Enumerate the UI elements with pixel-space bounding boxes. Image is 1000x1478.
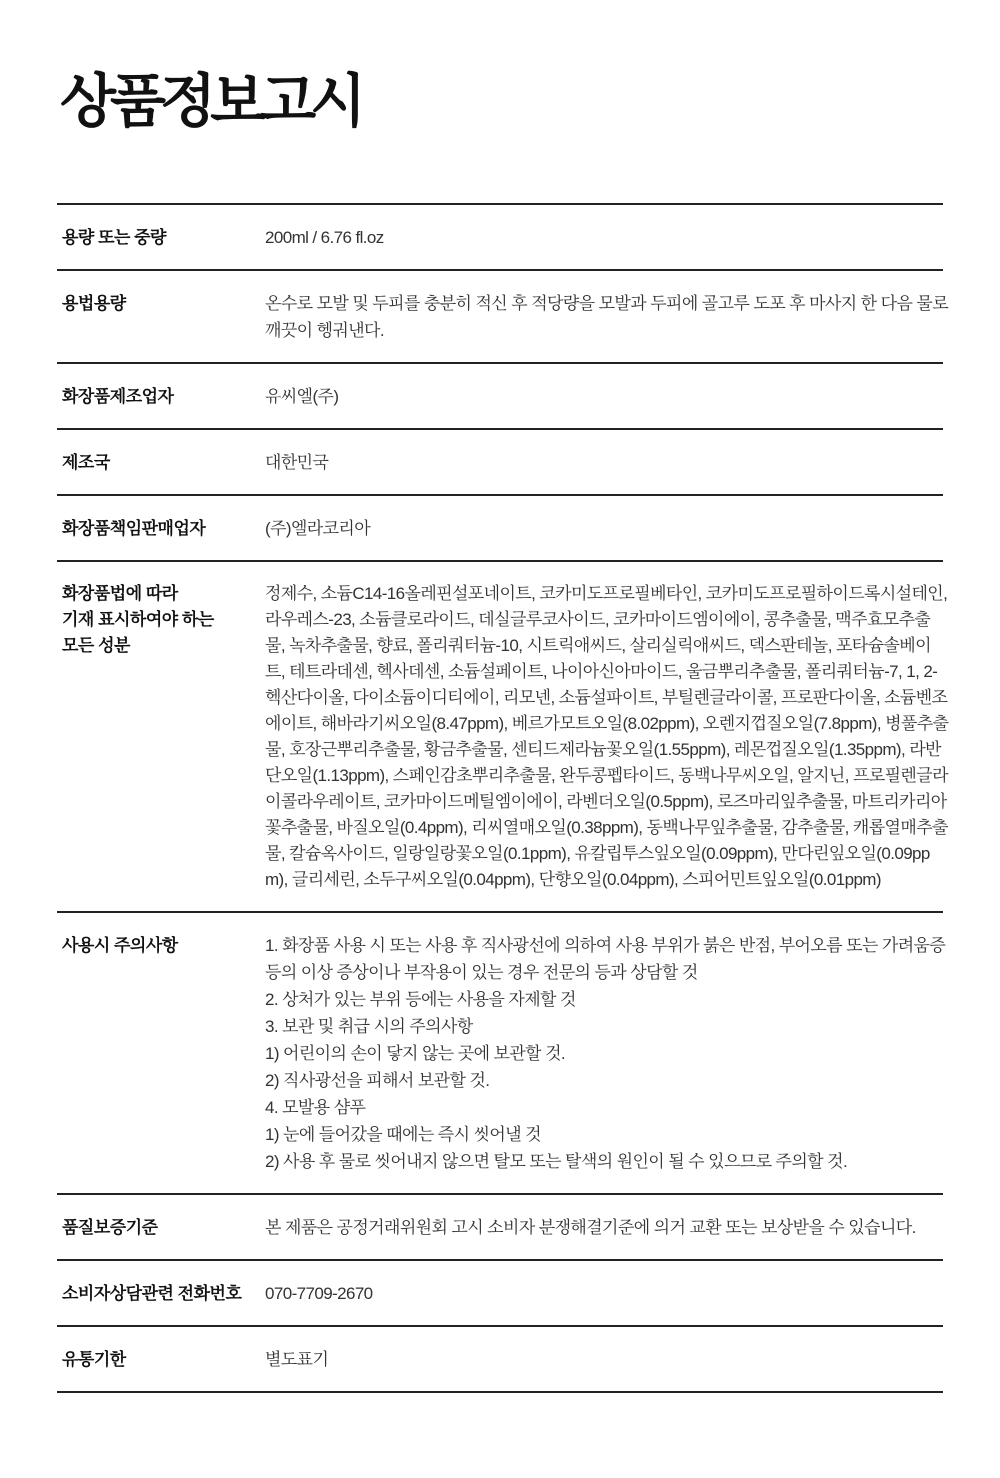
ingredients-value: 정제수, 소듐C14-16올레핀설포네이트, 코카미도프로필베타인, 코카미도프로필하이드록시설테인, 라우레스-23, 소듐클로라이드, 데실글루코사이드, 코카마이드엠이에이, 콩추출물, 맥주효모추출물, 녹차추출물, 향료, 폴리쿼터늄-10, 시트릭애씨드, 살리실릭애씨드, 덱스판테놀, 포타슘솔베이트, 테트라데센, 헥사데센, 소듐설페이트, 나이아신아마이드, 울금뿌리추출물, 폴리쿼터늄-7, 1, 2-헥산다이올, 다이소듐이디티에이, 리모넨, 소듐설파이트, 부틸렌글라이콜, 프로판다이올, 소듐벤조에이트, 해바라기씨오일(8.47ppm), 베르가모트오일(8.02ppm), 오렌지껍질오일(7.8ppm), 병풀추출물, 호장근뿌리추출물, 황금추출물, 센티드제라늄꽃오일(1.55ppm), 레몬껍질오일(1.35ppm), 라반단오일(1.13ppm), 스페인감초뿌리추출물, 완두콩펩타이드, 동백나무씨오일, 알지닌, 프로필렌글라이콜라우레이트, 코카마이드메틸엠이에이, 라벤더오일(0.5ppm), 로즈마리잎추출물, 마트리카리아꽃추출물, 바질오일(0.4ppm), 리씨열매오일(0.38ppm), 동백나무잎추출물, 감추출물, 캐롭열매추출물, 칼슘옥사이드, 일랑일랑꽃오일(0.1ppm), 유칼립투스잎오일(0.09ppm), 만다린잎오일(0.09ppm), 글리세린, 소두구씨오일(0.04ppm), 단향오일(0.04ppm), 스피어민트잎오일(0.01ppm): [265, 584, 949, 889]
precaution-item: 1) 어린이의 손이 닿지 않는 곳에 보관할 것.: [265, 1044, 566, 1063]
customer-service-phone-value: 070-7709-2670: [265, 1284, 373, 1303]
capacity-label: 용량 또는 중량: [62, 228, 166, 247]
row-customer-service-phone: [57, 1261, 943, 1327]
quality-guarantee-value: 본 제품은 공정거래위원회 고시 소비자 분쟁해결기준에 의거 교환 또는 보상받을 수 있습니다.: [265, 1218, 916, 1237]
precaution-item: 1. 화장품 사용 시 또는 사용 후 직사광선에 의하여 사용 부위가 붉은 반점, 부어오름 또는 가려움증 등의 이상 증상이나 부작용이 있는 경우 전문의 등과 상담할 것: [265, 936, 946, 982]
precaution-item: 2) 사용 후 물로 씻어내지 않으면 탈모 또는 탈색의 원인이 될 수 있으므로 주의할 것.: [265, 1152, 848, 1171]
expiration-value: 별도표기: [265, 1350, 329, 1369]
row-usage-directions: [57, 271, 949, 364]
ingredients-label-line: 기재 표시하여야 하는: [62, 610, 214, 629]
ingredients-label: [57, 581, 265, 659]
row-ingredients: [57, 562, 949, 913]
ingredients-label-line: 모든 성분: [62, 636, 130, 655]
quality-guarantee-label: 품질보증기준: [62, 1218, 158, 1237]
manufacturer-value: 유씨엘(주): [265, 387, 339, 406]
precaution-item: 3. 보관 및 취급 시의 주의사항: [265, 1017, 473, 1036]
precautions-list: [265, 932, 950, 1175]
row-expiration: [57, 1327, 943, 1393]
manufacturer-label: 화장품제조업자: [62, 387, 174, 406]
customer-service-phone-label: 소비자상담관련 전화번호: [62, 1284, 242, 1303]
precaution-item: 2. 상처가 있는 부위 등에는 사용을 자제할 것: [265, 990, 576, 1009]
precaution-item: 4. 모발용 샴푸: [265, 1098, 366, 1117]
ingredients-label-line: 화장품법에 따라: [62, 584, 178, 603]
responsible-seller-value: (주)엘라코리아: [265, 519, 371, 538]
usage-directions-label: 용법용량: [62, 294, 126, 313]
row-responsible-seller: [57, 496, 943, 562]
usage-directions-value: 온수로 모발 및 두피를 충분히 적신 후 적당량을 모발과 두피에 골고루 도포 후 마사지 한 다음 물로 깨끗이 헹궈낸다.: [265, 294, 949, 340]
country-of-origin-label: 제조국: [62, 453, 110, 472]
row-country-of-origin: [57, 430, 943, 496]
row-quality-guarantee: [57, 1195, 943, 1261]
row-manufacturer: [57, 364, 943, 430]
product-info-table: [57, 203, 949, 1393]
responsible-seller-label: 화장품책임판매업자: [62, 519, 206, 538]
expiration-label: 유통기한: [62, 1350, 126, 1369]
precaution-item: 1) 눈에 들어갔을 때에는 즉시 씻어낼 것: [265, 1125, 541, 1144]
country-of-origin-value: 대한민국: [265, 453, 329, 472]
page-title: 상품정보고시: [60, 69, 361, 134]
row-precautions: [57, 913, 946, 1195]
precaution-item: 2) 직사광선을 피해서 보관할 것.: [265, 1071, 490, 1090]
row-capacity: [57, 205, 943, 271]
precautions-label: 사용시 주의사항: [62, 936, 178, 955]
capacity-value: 200ml / 6.76 fl.oz: [265, 228, 384, 247]
